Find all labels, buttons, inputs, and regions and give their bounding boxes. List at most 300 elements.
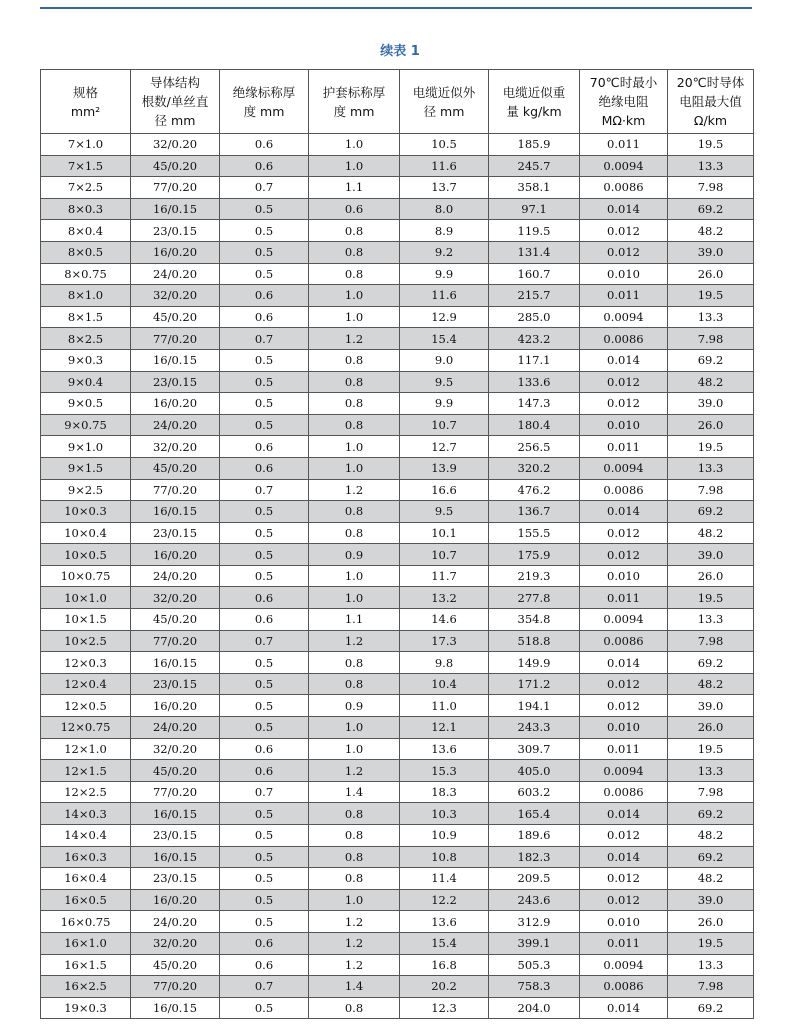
table-cell: 149.9 — [489, 652, 580, 674]
table-cell: 16/0.15 — [131, 846, 220, 868]
table-cell: 0.014 — [580, 501, 668, 523]
table-row — [41, 997, 754, 1019]
table-cell: 69.2 — [668, 803, 754, 825]
table-row — [41, 241, 754, 263]
table-cell: 0.6 — [220, 457, 309, 479]
table-cell: 77/0.20 — [131, 177, 220, 199]
table-cell: 19.5 — [668, 285, 754, 307]
column-header: 电缆近似重 量 kg/km — [489, 70, 580, 134]
table-cell: 1.0 — [309, 285, 400, 307]
table-cell: 15.4 — [400, 932, 489, 954]
table-cell: 0.5 — [220, 997, 309, 1019]
table-cell: 13.6 — [400, 911, 489, 933]
table-row — [41, 630, 754, 652]
table-cell: 0.8 — [309, 803, 400, 825]
table-row — [41, 306, 754, 328]
table-cell: 0.6 — [220, 155, 309, 177]
table-cell: 16/0.15 — [131, 652, 220, 674]
table-cell: 0.0086 — [580, 781, 668, 803]
table-cell: 16/0.20 — [131, 241, 220, 263]
column-header: 规格 mm² — [41, 70, 131, 134]
table-cell: 12.2 — [400, 889, 489, 911]
table-cell: 10×2.5 — [41, 630, 131, 652]
table-cell: 16.8 — [400, 954, 489, 976]
table-cell: 1.2 — [309, 932, 400, 954]
table-cell: 7.98 — [668, 630, 754, 652]
table-cell: 48.2 — [668, 673, 754, 695]
table-cell: 13.2 — [400, 587, 489, 609]
table-cell: 0.5 — [220, 198, 309, 220]
table-cell: 0.5 — [220, 522, 309, 544]
table-cell: 1.2 — [309, 760, 400, 782]
table-cell: 10×0.3 — [41, 501, 131, 523]
table-cell: 23/0.15 — [131, 522, 220, 544]
table-cell: 0.8 — [309, 868, 400, 890]
table-cell: 1.4 — [309, 976, 400, 998]
table-cell: 10.9 — [400, 825, 489, 847]
table-cell: 77/0.20 — [131, 479, 220, 501]
table-cell: 309.7 — [489, 738, 580, 760]
table-cell: 23/0.15 — [131, 825, 220, 847]
table-cell: 7×1.5 — [41, 155, 131, 177]
table-cell: 0.5 — [220, 846, 309, 868]
table-cell: 117.1 — [489, 349, 580, 371]
table-cell: 399.1 — [489, 932, 580, 954]
table-cell: 45/0.20 — [131, 306, 220, 328]
table-cell: 0.8 — [309, 220, 400, 242]
table-cell: 26.0 — [668, 414, 754, 436]
table-cell: 9×0.4 — [41, 371, 131, 393]
table-cell: 1.2 — [309, 630, 400, 652]
table-cell: 7.98 — [668, 177, 754, 199]
table-cell: 77/0.20 — [131, 976, 220, 998]
table-cell: 0.8 — [309, 349, 400, 371]
table-cell: 15.4 — [400, 328, 489, 350]
table-cell: 0.5 — [220, 673, 309, 695]
table-cell: 10×1.0 — [41, 587, 131, 609]
table-cell: 14×0.4 — [41, 825, 131, 847]
table-cell: 277.8 — [489, 587, 580, 609]
table-cell: 0.014 — [580, 803, 668, 825]
table-cell: 0.5 — [220, 263, 309, 285]
table-cell: 1.2 — [309, 954, 400, 976]
table-row — [41, 976, 754, 998]
table-cell: 13.3 — [668, 155, 754, 177]
table-cell: 10.3 — [400, 803, 489, 825]
table-cell: 405.0 — [489, 760, 580, 782]
table-cell: 10×0.75 — [41, 565, 131, 587]
table-cell: 758.3 — [489, 976, 580, 998]
table-cell: 12.3 — [400, 997, 489, 1019]
table-cell: 13.6 — [400, 738, 489, 760]
table-cell: 194.1 — [489, 695, 580, 717]
table-cell: 0.012 — [580, 868, 668, 890]
table-cell: 0.011 — [580, 285, 668, 307]
table-cell: 48.2 — [668, 220, 754, 242]
table-cell: 69.2 — [668, 997, 754, 1019]
table-cell: 23/0.15 — [131, 220, 220, 242]
table-cell: 77/0.20 — [131, 781, 220, 803]
table-cell: 423.2 — [489, 328, 580, 350]
table-cell: 12.9 — [400, 306, 489, 328]
table-cell: 119.5 — [489, 220, 580, 242]
table-cell: 10.8 — [400, 846, 489, 868]
table-cell: 160.7 — [489, 263, 580, 285]
table-cell: 0.9 — [309, 695, 400, 717]
table-cell: 13.3 — [668, 609, 754, 631]
table-row — [41, 285, 754, 307]
table-cell: 133.6 — [489, 371, 580, 393]
table-cell: 16×1.0 — [41, 932, 131, 954]
table-cell: 9×1.0 — [41, 436, 131, 458]
table-cell: 175.9 — [489, 544, 580, 566]
table-cell: 285.0 — [489, 306, 580, 328]
table-cell: 8.0 — [400, 198, 489, 220]
table-cell: 69.2 — [668, 198, 754, 220]
table-cell: 0.6 — [220, 436, 309, 458]
table-cell: 518.8 — [489, 630, 580, 652]
table-cell: 0.5 — [220, 220, 309, 242]
table-cell: 7.98 — [668, 976, 754, 998]
table-cell: 19.5 — [668, 738, 754, 760]
table-cell: 12×2.5 — [41, 781, 131, 803]
table-row — [41, 846, 754, 868]
table-cell: 1.0 — [309, 306, 400, 328]
table-cell: 8.9 — [400, 220, 489, 242]
table-cell: 9.9 — [400, 393, 489, 415]
table-cell: 0.5 — [220, 349, 309, 371]
table-cell: 32/0.20 — [131, 436, 220, 458]
table-cell: 7×2.5 — [41, 177, 131, 199]
table-cell: 69.2 — [668, 349, 754, 371]
column-header: 20℃时导体 电阻最大值 Ω/km — [668, 70, 754, 134]
table-row — [41, 609, 754, 631]
table-row — [41, 673, 754, 695]
table-row — [41, 371, 754, 393]
table-row — [41, 501, 754, 523]
table-cell: 24/0.20 — [131, 717, 220, 739]
table-cell: 256.5 — [489, 436, 580, 458]
table-cell: 0.0086 — [580, 630, 668, 652]
table-cell: 45/0.20 — [131, 609, 220, 631]
table-cell: 0.6 — [220, 932, 309, 954]
column-header: 导体结构 根数/单丝直 径 mm — [131, 70, 220, 134]
table-cell: 45/0.20 — [131, 760, 220, 782]
table-cell: 48.2 — [668, 371, 754, 393]
table-cell: 16/0.15 — [131, 997, 220, 1019]
table-cell: 7.98 — [668, 781, 754, 803]
table-cell: 0.011 — [580, 436, 668, 458]
table-cell: 16/0.20 — [131, 695, 220, 717]
table-cell: 11.6 — [400, 155, 489, 177]
table-row — [41, 825, 754, 847]
table-cell: 0.014 — [580, 349, 668, 371]
table-cell: 1.0 — [309, 587, 400, 609]
table-cell: 0.5 — [220, 393, 309, 415]
top-divider — [40, 7, 752, 9]
table-row — [41, 436, 754, 458]
table-cell: 69.2 — [668, 501, 754, 523]
table-cell: 0.012 — [580, 695, 668, 717]
table-row — [41, 760, 754, 782]
table-cell: 32/0.20 — [131, 932, 220, 954]
table-row — [41, 781, 754, 803]
table-cell: 0.8 — [309, 652, 400, 674]
table-cell: 0.0086 — [580, 976, 668, 998]
table-cell: 10.5 — [400, 134, 489, 156]
table-cell: 1.1 — [309, 177, 400, 199]
table-cell: 0.8 — [309, 241, 400, 263]
table-cell: 0.010 — [580, 717, 668, 739]
table-cell: 12×0.4 — [41, 673, 131, 695]
table-cell: 9×1.5 — [41, 457, 131, 479]
table-cell: 0.014 — [580, 997, 668, 1019]
table-cell: 0.8 — [309, 371, 400, 393]
table-body — [41, 134, 754, 1019]
table-cell: 13.3 — [668, 954, 754, 976]
table-cell: 189.6 — [489, 825, 580, 847]
table-cell: 20.2 — [400, 976, 489, 998]
table-cell: 0.8 — [309, 997, 400, 1019]
table-cell: 13.3 — [668, 760, 754, 782]
table-cell: 69.2 — [668, 846, 754, 868]
table-cell: 9×0.75 — [41, 414, 131, 436]
table-cell: 0.010 — [580, 263, 668, 285]
table-cell: 11.0 — [400, 695, 489, 717]
table-row — [41, 954, 754, 976]
table-cell: 0.8 — [309, 414, 400, 436]
table-cell: 12×1.5 — [41, 760, 131, 782]
table-cell: 7×1.0 — [41, 134, 131, 156]
table-cell: 45/0.20 — [131, 155, 220, 177]
table-cell: 11.4 — [400, 868, 489, 890]
table-cell: 19.5 — [668, 587, 754, 609]
table-cell: 0.012 — [580, 393, 668, 415]
table-cell: 0.8 — [309, 263, 400, 285]
table-row — [41, 889, 754, 911]
table-cell: 0.7 — [220, 177, 309, 199]
table-cell: 39.0 — [668, 695, 754, 717]
table-cell: 0.5 — [220, 889, 309, 911]
table-cell: 0.0094 — [580, 609, 668, 631]
table-cell: 16.6 — [400, 479, 489, 501]
table-cell: 0.7 — [220, 328, 309, 350]
table-cell: 9.0 — [400, 349, 489, 371]
table-cell: 10×0.4 — [41, 522, 131, 544]
table-cell: 18.3 — [400, 781, 489, 803]
table-cell: 215.7 — [489, 285, 580, 307]
table-cell: 9.5 — [400, 501, 489, 523]
table-cell: 0.011 — [580, 134, 668, 156]
table-cell: 0.6 — [220, 587, 309, 609]
table-cell: 39.0 — [668, 393, 754, 415]
table-cell: 16/0.20 — [131, 544, 220, 566]
table-cell: 1.0 — [309, 436, 400, 458]
table-cell: 9.9 — [400, 263, 489, 285]
table-cell: 9×0.5 — [41, 393, 131, 415]
table-row — [41, 738, 754, 760]
table-cell: 131.4 — [489, 241, 580, 263]
table-cell: 39.0 — [668, 241, 754, 263]
table-cell: 0.011 — [580, 587, 668, 609]
table-cell: 97.1 — [489, 198, 580, 220]
table-cell: 0.7 — [220, 976, 309, 998]
table-cell: 48.2 — [668, 825, 754, 847]
table-cell: 24/0.20 — [131, 414, 220, 436]
table-cell: 1.2 — [309, 479, 400, 501]
table-cell: 0.8 — [309, 393, 400, 415]
table-cell: 0.0094 — [580, 457, 668, 479]
table-cell: 0.8 — [309, 501, 400, 523]
table-cell: 0.7 — [220, 479, 309, 501]
table-cell: 204.0 — [489, 997, 580, 1019]
table-cell: 1.0 — [309, 738, 400, 760]
table-cell: 19×0.3 — [41, 997, 131, 1019]
table-cell: 16/0.20 — [131, 889, 220, 911]
table-row — [41, 868, 754, 890]
table-row — [41, 134, 754, 156]
table-cell: 8×0.3 — [41, 198, 131, 220]
table-cell: 16/0.15 — [131, 803, 220, 825]
table-row — [41, 932, 754, 954]
table-cell: 0.8 — [309, 673, 400, 695]
table-cell: 12.7 — [400, 436, 489, 458]
table-cell: 45/0.20 — [131, 457, 220, 479]
table-cell: 32/0.20 — [131, 134, 220, 156]
table-cell: 10×1.5 — [41, 609, 131, 631]
table-caption: 续表 1 — [380, 44, 420, 59]
table-row — [41, 263, 754, 285]
table-cell: 165.4 — [489, 803, 580, 825]
table-cell: 8×1.0 — [41, 285, 131, 307]
table-cell: 0.014 — [580, 198, 668, 220]
table-cell: 1.2 — [309, 328, 400, 350]
table-cell: 11.6 — [400, 285, 489, 307]
table-header-row — [41, 70, 754, 134]
table-cell: 0.012 — [580, 371, 668, 393]
table-cell: 7.98 — [668, 328, 754, 350]
table-cell: 0.012 — [580, 673, 668, 695]
table-cell: 0.6 — [220, 738, 309, 760]
table-cell: 0.6 — [309, 198, 400, 220]
table-cell: 0.012 — [580, 241, 668, 263]
table-row — [41, 198, 754, 220]
table-cell: 0.0094 — [580, 306, 668, 328]
table-cell: 0.6 — [220, 760, 309, 782]
table-cell: 0.0094 — [580, 760, 668, 782]
table-cell: 147.3 — [489, 393, 580, 415]
table-cell: 26.0 — [668, 565, 754, 587]
table-cell: 16×1.5 — [41, 954, 131, 976]
table-cell: 12×0.5 — [41, 695, 131, 717]
table-cell: 9.2 — [400, 241, 489, 263]
table-cell: 1.0 — [309, 457, 400, 479]
table-cell: 13.3 — [668, 457, 754, 479]
table-cell: 11.7 — [400, 565, 489, 587]
table-row — [41, 220, 754, 242]
table-cell: 15.3 — [400, 760, 489, 782]
table-cell: 0.8 — [309, 846, 400, 868]
table-cell: 24/0.20 — [131, 911, 220, 933]
table-cell: 155.5 — [489, 522, 580, 544]
table-cell: 1.1 — [309, 609, 400, 631]
column-header: 70℃时最小 绝缘电阻 MΩ·km — [580, 70, 668, 134]
table-cell: 12×0.3 — [41, 652, 131, 674]
table-cell: 136.7 — [489, 501, 580, 523]
table-cell: 32/0.20 — [131, 738, 220, 760]
table-cell: 185.9 — [489, 134, 580, 156]
table-cell: 8×0.4 — [41, 220, 131, 242]
table-row — [41, 177, 754, 199]
table-cell: 69.2 — [668, 652, 754, 674]
table-cell: 16/0.20 — [131, 393, 220, 415]
column-header: 护套标称厚 度 mm — [309, 70, 400, 134]
table-cell: 180.4 — [489, 414, 580, 436]
table-cell: 0.7 — [220, 630, 309, 652]
table-cell: 0.014 — [580, 846, 668, 868]
table-cell: 8×2.5 — [41, 328, 131, 350]
table-cell: 32/0.20 — [131, 285, 220, 307]
table-cell: 23/0.15 — [131, 868, 220, 890]
table-cell: 0.5 — [220, 695, 309, 717]
table-cell: 39.0 — [668, 544, 754, 566]
table-cell: 10×0.5 — [41, 544, 131, 566]
table-cell: 23/0.15 — [131, 673, 220, 695]
table-cell: 0.6 — [220, 134, 309, 156]
table-cell: 14.6 — [400, 609, 489, 631]
table-cell: 358.1 — [489, 177, 580, 199]
table-row — [41, 155, 754, 177]
table-row — [41, 544, 754, 566]
table-cell: 0.012 — [580, 825, 668, 847]
table-cell: 14×0.3 — [41, 803, 131, 825]
table-cell: 354.8 — [489, 609, 580, 631]
table-cell: 19.5 — [668, 932, 754, 954]
table-cell: 243.6 — [489, 889, 580, 911]
table-row — [41, 911, 754, 933]
table-cell: 0.010 — [580, 414, 668, 436]
table-cell: 48.2 — [668, 868, 754, 890]
table-cell: 0.5 — [220, 414, 309, 436]
table-cell: 0.7 — [220, 781, 309, 803]
table-cell: 16×0.3 — [41, 846, 131, 868]
table-cell: 603.2 — [489, 781, 580, 803]
table-cell: 0.012 — [580, 889, 668, 911]
table-cell: 13.3 — [668, 306, 754, 328]
table-cell: 1.4 — [309, 781, 400, 803]
table-cell: 0.8 — [309, 522, 400, 544]
table-cell: 0.011 — [580, 738, 668, 760]
table-cell: 16×0.75 — [41, 911, 131, 933]
table-cell: 1.2 — [309, 911, 400, 933]
table-row — [41, 803, 754, 825]
table-cell: 16×2.5 — [41, 976, 131, 998]
table-cell: 10.7 — [400, 544, 489, 566]
column-header: 绝缘标称厚 度 mm — [220, 70, 309, 134]
table-cell: 0.5 — [220, 803, 309, 825]
table-cell: 0.0086 — [580, 479, 668, 501]
table-cell: 10.1 — [400, 522, 489, 544]
table-row — [41, 522, 754, 544]
table-cell: 12×1.0 — [41, 738, 131, 760]
table-cell: 24/0.20 — [131, 565, 220, 587]
table-cell: 13.9 — [400, 457, 489, 479]
table-cell: 16×0.4 — [41, 868, 131, 890]
table-cell: 245.7 — [489, 155, 580, 177]
table-cell: 0.5 — [220, 825, 309, 847]
table-cell: 39.0 — [668, 889, 754, 911]
table-row — [41, 328, 754, 350]
